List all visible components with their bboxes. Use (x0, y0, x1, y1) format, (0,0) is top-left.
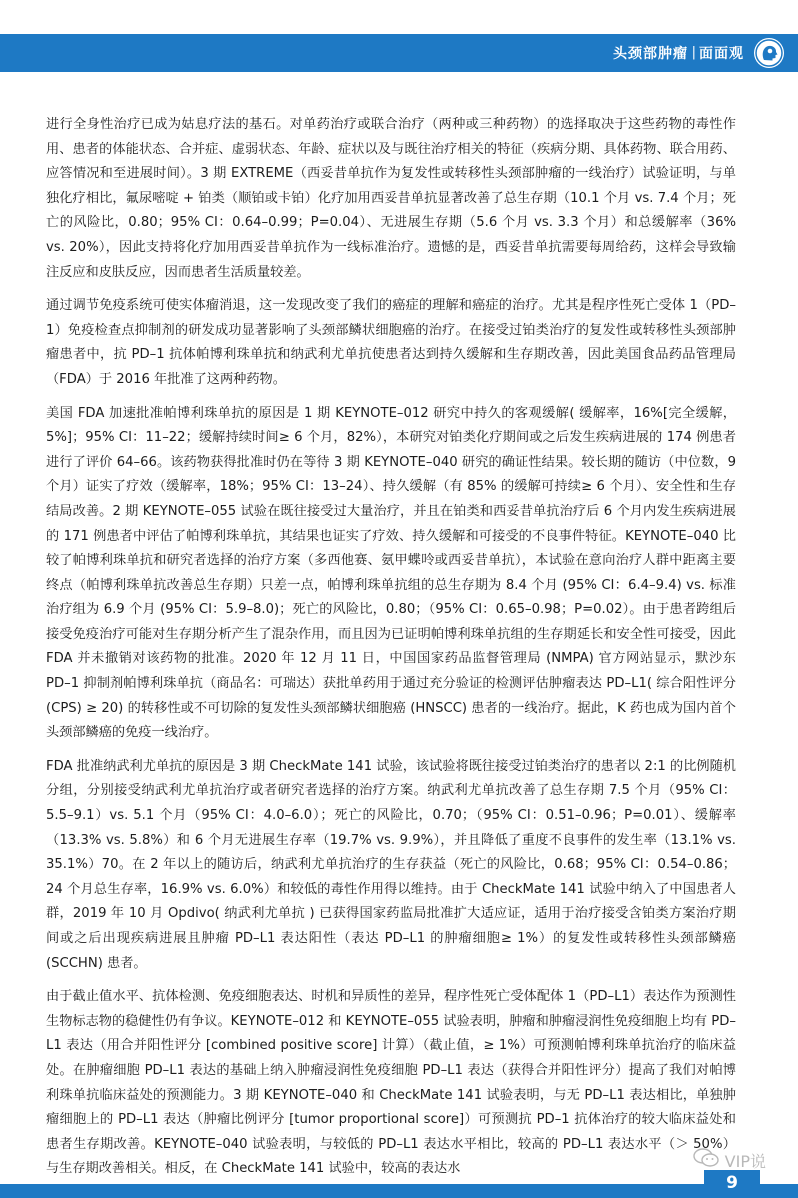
head-profile-icon (754, 38, 784, 68)
paragraph: 通过调节免疫系统可使实体瘤消退，这一发现改变了我们的癌症的理解和癌症的治疗。尤其是程序性死亡受体 1（PD–1）免疫检查点抑制剂的研发成功显著影响了头颈部鳞状细胞癌的治疗。在接受过铂类治疗的复发性或转移性头颈部肿瘤患者中，抗 PD–1 抗体帕博利珠单抗和纳武利尤单抗使患者达到持久缓解和生存期改善，因此美国食品药品管理局（FDA）于 2016 年批准了这两种药物。 (46, 298, 736, 387)
header-bar (0, 34, 798, 72)
article-body (46, 113, 736, 1191)
page-number: 9 (726, 1173, 738, 1193)
paragraph: 美国 FDA 加速批准帕博利珠单抗的原因是 1 期 KEYNOTE–012 研究中持久的客观缓解( 缓解率，16%[完全缓解，5%]；95% CI：11–22；缓解持续时间≥ 6 个月，82%），本研究对铂类化疗期间或之后发生疾病进展的 174 例患者进行了评价 64–66。该药物获得批准时仍在等待 3 期 KEYNOTE–040 研究的确证性结果。较长期的随访（中位数，9 个月）证实了疗效（缓解率，18%；95% CI：13–24）、持久缓解（有 85% 的缓解可持续≥ 6 个月）、安全性和生存结局改善。2 期 KEYNOTE–055 试验在既往接受过大量治疗，并且在铂类和西妥昔单抗治疗后 6 个月内发生疾病进展的 171 例患者中评估了帕博利珠单抗，其结果也证实了疗效、持久缓解和可接受的不良事件特征。KEYNOTE–040 比较了帕博利珠单抗和研究者选择的治疗方案（多西他赛、氨甲蝶呤或西妥昔单抗），本试验在意向治疗人群中距离主要终点（帕博利珠单抗改善总生存期）只差一点，帕博利珠单抗组的总生存期为 8.4 个月 (95% CI：6.4–9.4) vs. 标准治疗组为 6.9 个月 (95% CI：5.9–8.0)；死亡的风险比，0.80；（95% CI：0.65–0.98；P=0.02）。由于患者跨组后接受免疫治疗可能对生存期分析产生了混杂作用，而且因为已证明帕博利珠单抗组的生存期延长和安全性可接受，因此 FDA 并未撤销对该药物的批准。2020 年 12 月 11 日，中国国家药品监督管理局 (NMPA) 官方网站显示，默沙东 PD–1 抑制剂帕博利珠单抗（商品名：可瑞达）获批单药用于通过充分验证的检测评估肿瘤表达 PD–L1( 综合阳性评分 (CPS) ≥ 20) 的转移性或不可切除的复发性头颈部鳞状细胞癌 (HNSCC) 患者的一线治疗。据此，K 药也成为国内首个头颈部鳞癌的免疫一线治疗。 (46, 405, 736, 741)
watermark (693, 1148, 766, 1172)
wechat-icon (693, 1148, 719, 1172)
header-title: 头颈部肿瘤 (613, 46, 688, 62)
watermark-text: VIP说 (724, 1151, 766, 1171)
header-separator: | (691, 45, 696, 60)
paragraph: 进行全身性治疗已成为姑息疗法的基石。对单药治疗或联合治疗（两种或三种药物）的选择取决于这些药物的毒性作用、患者的体能状态、合并症、虚弱状态、年龄、症状以及与既往治疗相关的特征（疾病分期、具体药物、联合用药、应答情况和至进展时间）。3 期 EXTREME（西妥昔单抗作为复发性或转移性头颈部肿瘤的一线治疗）试验证明，与单独化疗相比，氟尿嘧啶 + 铂类（顺铂或卡铂）化疗加用西妥昔单抗显著改善了总生存期（10.1 个月 vs. 7.4 个月；死亡的风险比，0.80；95% CI：0.64–0.99；P=0.04）、无进展生存期（5.6 个月 vs. 3.3 个月）和总缓解率（36% vs. 20%），因此支持将化疗加用西妥昔单抗作为一线标准治疗。遗憾的是，西妥昔单抗需要每周给药，这样会导致输注反应和皮肤反应，因而患者生活质量较差。 (46, 117, 736, 280)
page-number-tab (704, 1170, 760, 1198)
paragraph: 由于截止值水平、抗体检测、免疫细胞表达、时机和异质性的差异，程序性死亡受体配体 1（PD–L1）表达作为预测性生物标志物的稳健性仍有争议。KEYNOTE–012 和 KEYNOTE–055 试验表明，肿瘤和肿瘤浸润性免疫细胞上均有 PD–L1 表达（用合并阳性评分 [combined positive score] 计算）（截止值，≥ 1%）可预测帕博利珠单抗治疗的临床益处。在肿瘤细胞 PD–L1 表达的基础上纳入肿瘤浸润性免疫细胞 PD–L1 表达（获得合并阳性评分）提高了我们对帕博利珠单抗临床益处的预测能力。3 期 KEYNOTE–040 和 CheckMate 141 试验表明，与无 PD–L1 表达相比，单独肿瘤细胞上的 PD–L1 表达（肿瘤比例评分 [tumor proportional score]）可预测抗 PD–1 抗体治疗的较大临床益处和患者生存期改善。KEYNOTE–040 试验表明，与较低的 PD–L1 表达水平相比，较高的 PD–L1 表达水平（＞ 50%）与生存期改善相关。相反，在 CheckMate 141 试验中，较高的表达水 (46, 989, 736, 1177)
footer-bar (0, 1184, 798, 1198)
header-subtitle: 面面观 (699, 46, 744, 62)
paragraph: FDA 批准纳武利尤单抗的原因是 3 期 CheckMate 141 试验，该试验将既往接受过铂类治疗的患者以 2:1 的比例随机分组，分别接受纳武利尤单抗治疗或者研究者选择的治疗方案。纳武利尤单抗改善了总生存期 7.5 个月（95% CI：5.5–9.1）vs. 5.1 个月（95% CI：4.0–6.0）；死亡的风险比，0.70；（95% CI：0.51–0.96；P=0.01）、缓解率（13.3% vs. 5.8%）和 6 个月无进展生存率（19.7% vs. 9.9%），并且降低了重度不良事件的发生率（13.1% vs. 35.1%）70。在 2 年以上的随访后，纳武利尤单抗治疗的生存获益（死亡的风险比，0.68；95% CI：0.54–0.86；24 个月总生存率，16.9% vs. 6.0%）和较低的毒性作用得以维持。由于 CheckMate 141 试验中纳入了中国患者人群，2019 年 10 月 Opdivo( 纳武利尤单抗 ) 已获得国家药监局批准扩大适应证，适用于治疗接受含铂类方案治疗期间或之后出现疾病进展且肿瘤 PD–L1 表达阳性（表达 PD–L1 的肿瘤细胞≥ 1%）的复发性或转移性头颈部鳞癌 (SCCHN) 患者。 (46, 758, 736, 971)
